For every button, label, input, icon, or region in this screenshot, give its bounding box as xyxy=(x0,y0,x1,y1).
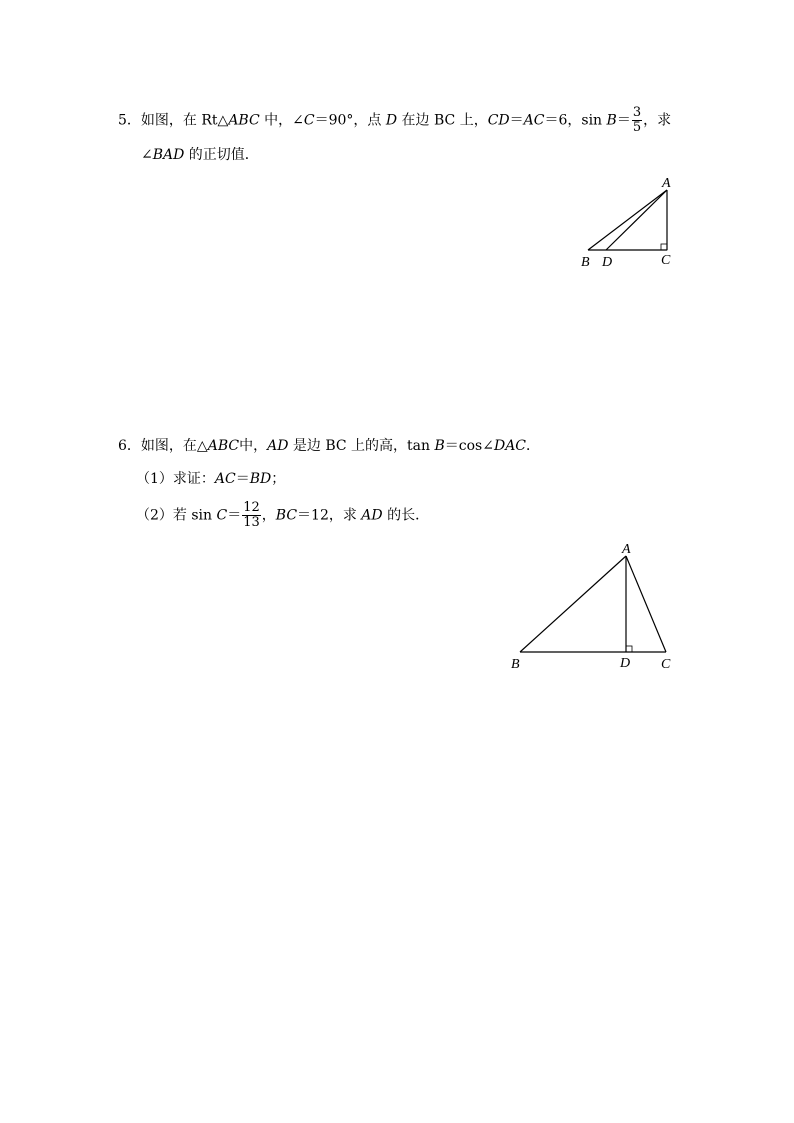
q6-side-ab xyxy=(520,556,626,652)
q6-fraction: $\frac{12}{13}$ xyxy=(243,500,260,530)
q6-line1: 6．如图，在△ABC中，AD 是边 BC 上的高，tan B＝cos∠DAC． xyxy=(118,438,541,454)
q5-label-b: B xyxy=(581,255,590,270)
q6-label-a: A xyxy=(622,542,631,557)
q5-segment-ad xyxy=(606,190,667,250)
q6-label-b: B xyxy=(511,657,520,672)
q5-right-angle-mark xyxy=(661,244,667,250)
q6-part1: （1）求证：AC＝BD； xyxy=(136,471,286,487)
q5-label-c: C xyxy=(661,253,671,268)
q6-number: 6． xyxy=(118,438,141,454)
q5-side-ab xyxy=(588,190,667,250)
q5-line2: ∠BAD 的正切值． xyxy=(141,147,259,163)
q5-label-a: A xyxy=(662,176,671,191)
q5-line1: 5．如图，在 Rt△ABC 中，∠C＝90°，点 D 在边 BC 上，CD＝AC＝6，sin B＝ $\frac{3}{5}$ ，求 xyxy=(118,105,672,135)
q5-label-d: D xyxy=(602,255,613,270)
q6-part2: （2）若 sin C＝ $\frac{12}{13}$ ，BC＝12，求 AD 的长． xyxy=(136,500,430,530)
q6-side-ac xyxy=(626,556,666,652)
q5-number: 5． xyxy=(118,112,141,129)
q6-label-c: C xyxy=(661,657,671,672)
q6-label-d: D xyxy=(620,656,631,671)
q5-fraction: $\frac{3}{5}$ xyxy=(632,105,642,135)
q6-right-angle-mark xyxy=(626,646,632,652)
